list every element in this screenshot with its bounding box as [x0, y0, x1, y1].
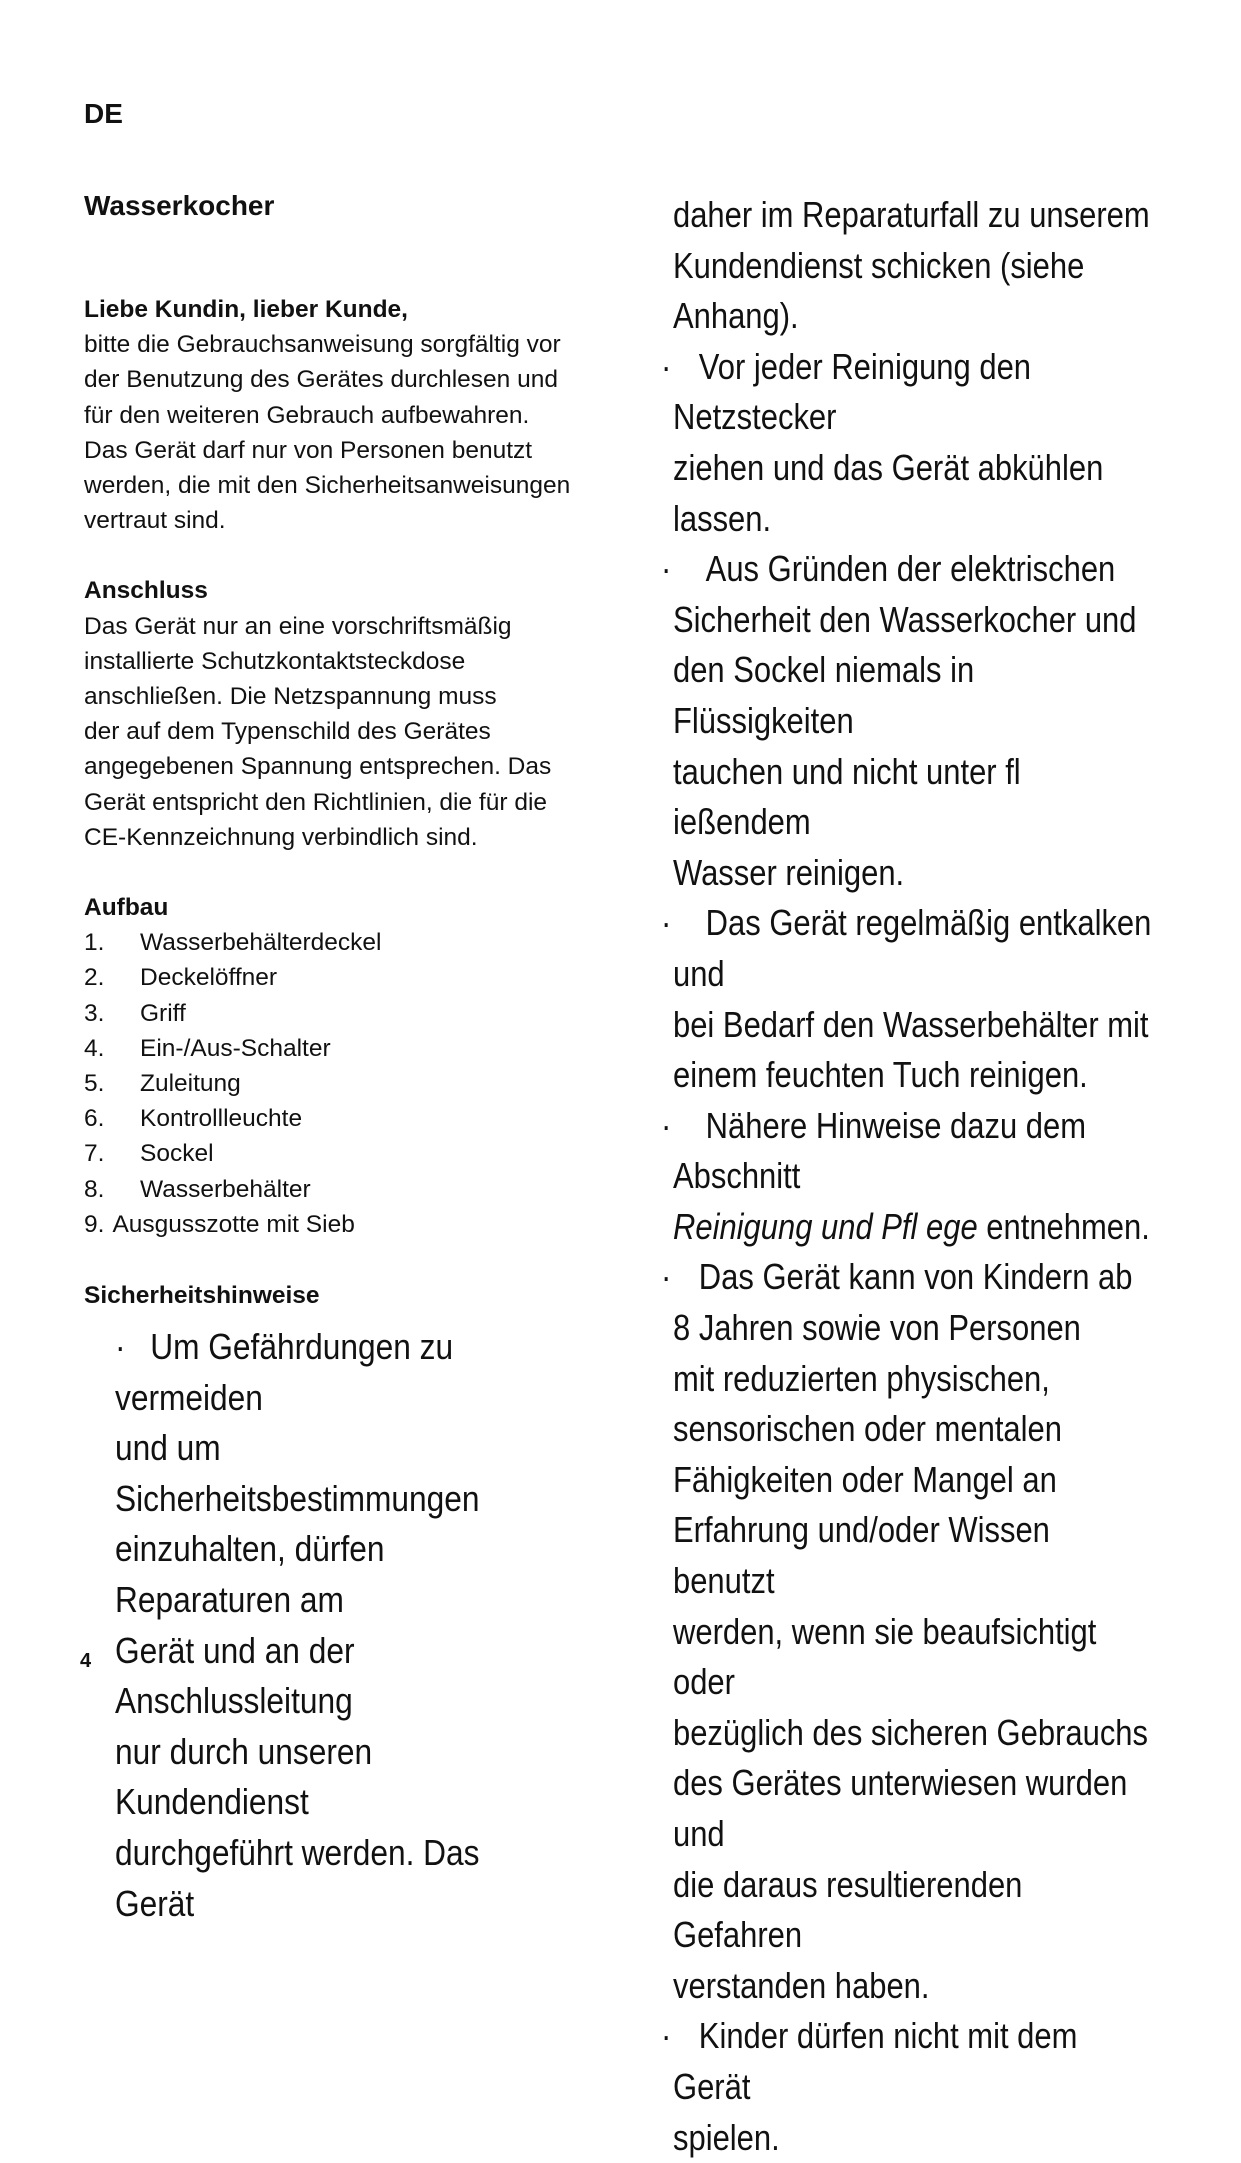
safety-line: Kundendienst schicken (siehe	[673, 244, 1085, 286]
intro-line: für den weiteren Gebrauch aufbewahren.	[84, 401, 530, 429]
safety-line: werden, wenn sie beaufsichtigt oder	[673, 1610, 1097, 1703]
intro-line: werden, die mit den Sicherheitsanweisungen	[84, 472, 571, 500]
item-label: Ein-/Aus-Schalter	[140, 1034, 331, 1062]
safety-heading: Sicherheitshinweise	[84, 1282, 320, 1310]
safety-line: · Nähere Hinweise dazu dem Abschnitt	[673, 1101, 1155, 1202]
intro-line: der Benutzung des Gerätes durchlesen und	[84, 366, 558, 394]
parts-list-item	[84, 1066, 624, 1101]
item-label: Kontrollleuchte	[140, 1105, 303, 1133]
safety-line: bei Bedarf den Wasserbehälter mit	[673, 1003, 1149, 1045]
safety-line: · Um Gefährdungen zu vermeiden	[115, 1322, 555, 1423]
left-column	[84, 292, 624, 1313]
item-label: Wasserbehälterdeckel	[140, 929, 382, 957]
right-column	[660, 190, 1155, 2163]
item-number: 8.	[84, 1175, 105, 1203]
safety-line: spielen.	[673, 2116, 780, 2158]
parts-list-item	[84, 925, 624, 960]
safety-line: mit reduzierten physischen,	[673, 1357, 1050, 1399]
anschluss-heading: Anschluss	[84, 577, 208, 605]
parts-list-item	[84, 1031, 624, 1066]
anschluss-line: angegebenen Spannung entsprechen. Das	[84, 753, 552, 781]
document-title: Wasserkocher	[84, 190, 275, 221]
item-number: 7.	[84, 1140, 105, 1168]
bullet-icon: ·	[660, 345, 672, 387]
parts-list-item	[84, 996, 624, 1031]
safety-line: einzuhalten, dürfen Reparaturen am	[115, 1528, 385, 1620]
safety-line: Erfahrung und/oder Wissen benutzt	[673, 1509, 1050, 1602]
safety-line: Gerät und an der Anschlussleitung	[115, 1629, 355, 1722]
safety-line: Fähigkeiten oder Mangel an	[673, 1458, 1057, 1500]
safety-line: Anhang).	[673, 295, 799, 337]
intro-line: bitte die Gebrauchsanweisung sorgfältig vor	[84, 331, 561, 359]
parts-list	[84, 925, 624, 1242]
page-number: 4	[80, 1650, 92, 1672]
safety-line: und um Sicherheitsbestimmungen	[115, 1427, 480, 1519]
safety-line: Wasser reinigen.	[673, 851, 905, 893]
bullet-icon: ·	[660, 902, 672, 944]
safety-line: tauchen und nicht unter fl ießendem	[673, 750, 1021, 843]
safety-line: bezüglich des sicheren Gebrauchs	[673, 1711, 1149, 1753]
safety-line: nur durch unseren Kundendienst	[115, 1730, 373, 1823]
parts-list-item	[84, 1207, 624, 1242]
bullet-icon: ·	[660, 548, 672, 590]
parts-list-item	[84, 1101, 624, 1136]
safety-line: · Aus Gründen der elektrischen	[673, 544, 1155, 595]
item-label: Ausgusszotte mit Sieb	[112, 1210, 355, 1238]
safety-line: · Vor jeder Reinigung den Netzstecker	[673, 342, 1155, 443]
item-number: 3.	[84, 999, 105, 1027]
safety-line: des Gerätes unterwiesen wurden und	[673, 1762, 1128, 1854]
safety-line: die daraus resultierenden Gefahren	[673, 1863, 1023, 1956]
intro-line: Das Gerät darf nur von Personen benutzt	[84, 436, 533, 464]
item-number: 4.	[84, 1034, 105, 1062]
item-number: 2.	[84, 964, 105, 992]
item-label: Deckelöffner	[140, 964, 278, 992]
parts-list-item	[84, 1136, 624, 1171]
bullet-icon: ·	[660, 1256, 672, 1298]
bullet-icon: ·	[660, 2015, 672, 2057]
intro-line: vertraut sind.	[84, 507, 226, 535]
safety-line: Sicherheit den Wasserkocher und	[673, 598, 1137, 640]
safety-line: Reinigung und Pfl ege entnehmen.	[673, 1205, 1150, 1247]
item-number: 5.	[84, 1070, 105, 1098]
safety-line: den Sockel niemals in Flüssigkeiten	[673, 649, 975, 741]
anschluss-line: CE-Kennzeichnung verbindlich sind.	[84, 823, 478, 851]
safety-line: · Kinder dürfen nicht mit dem Gerät	[673, 2011, 1155, 2112]
bullet-icon: ·	[660, 1104, 672, 1146]
item-number: 1.	[84, 929, 105, 957]
aufbau-heading: Aufbau	[84, 894, 169, 922]
safety-line: einem feuchten Tuch reinigen.	[673, 1054, 1088, 1096]
section-reference: Reinigung und Pfl ege	[673, 1205, 978, 1247]
item-label: Wasserbehälter	[140, 1175, 311, 1203]
safety-left-block	[115, 1322, 555, 1929]
item-number: 9.	[84, 1210, 105, 1238]
anschluss-line: Das Gerät nur an eine vorschriftsmäßig	[84, 612, 512, 640]
safety-line: 8 Jahren sowie von Personen	[673, 1307, 1081, 1349]
safety-line: verstanden haben.	[673, 1964, 930, 2006]
parts-list-item	[84, 960, 624, 995]
item-label: Zuleitung	[140, 1070, 241, 1098]
intro-heading: Liebe Kundin, lieber Kunde,	[84, 296, 408, 323]
safety-line: · Das Gerät kann von Kindern ab	[673, 1252, 1155, 1303]
parts-list-item	[84, 1172, 624, 1207]
anschluss-line: anschließen. Die Netzspannung muss	[84, 683, 497, 711]
item-label: Sockel	[140, 1140, 214, 1168]
item-label: Griff	[140, 999, 186, 1027]
anschluss-line: der auf dem Typenschild des Gerätes	[84, 718, 491, 746]
anschluss-line: installierte Schutzkontaktsteckdose	[84, 647, 466, 675]
safety-line: ziehen und das Gerät abkühlen	[673, 446, 1104, 488]
language-code: DE	[84, 98, 123, 129]
safety-line: sensorischen oder mentalen	[673, 1408, 1062, 1450]
anschluss-line: Gerät entspricht den Richtlinien, die für die	[84, 788, 548, 816]
safety-line: lassen.	[673, 497, 772, 539]
safety-line: durchgeführt werden. Das Gerät	[115, 1831, 480, 1924]
bullet-icon: ·	[115, 1326, 126, 1367]
safety-line: · Das Gerät regelmäßig entkalken und	[673, 898, 1155, 999]
safety-line: daher im Reparaturfall zu unserem	[673, 194, 1150, 235]
item-number: 6.	[84, 1105, 105, 1133]
